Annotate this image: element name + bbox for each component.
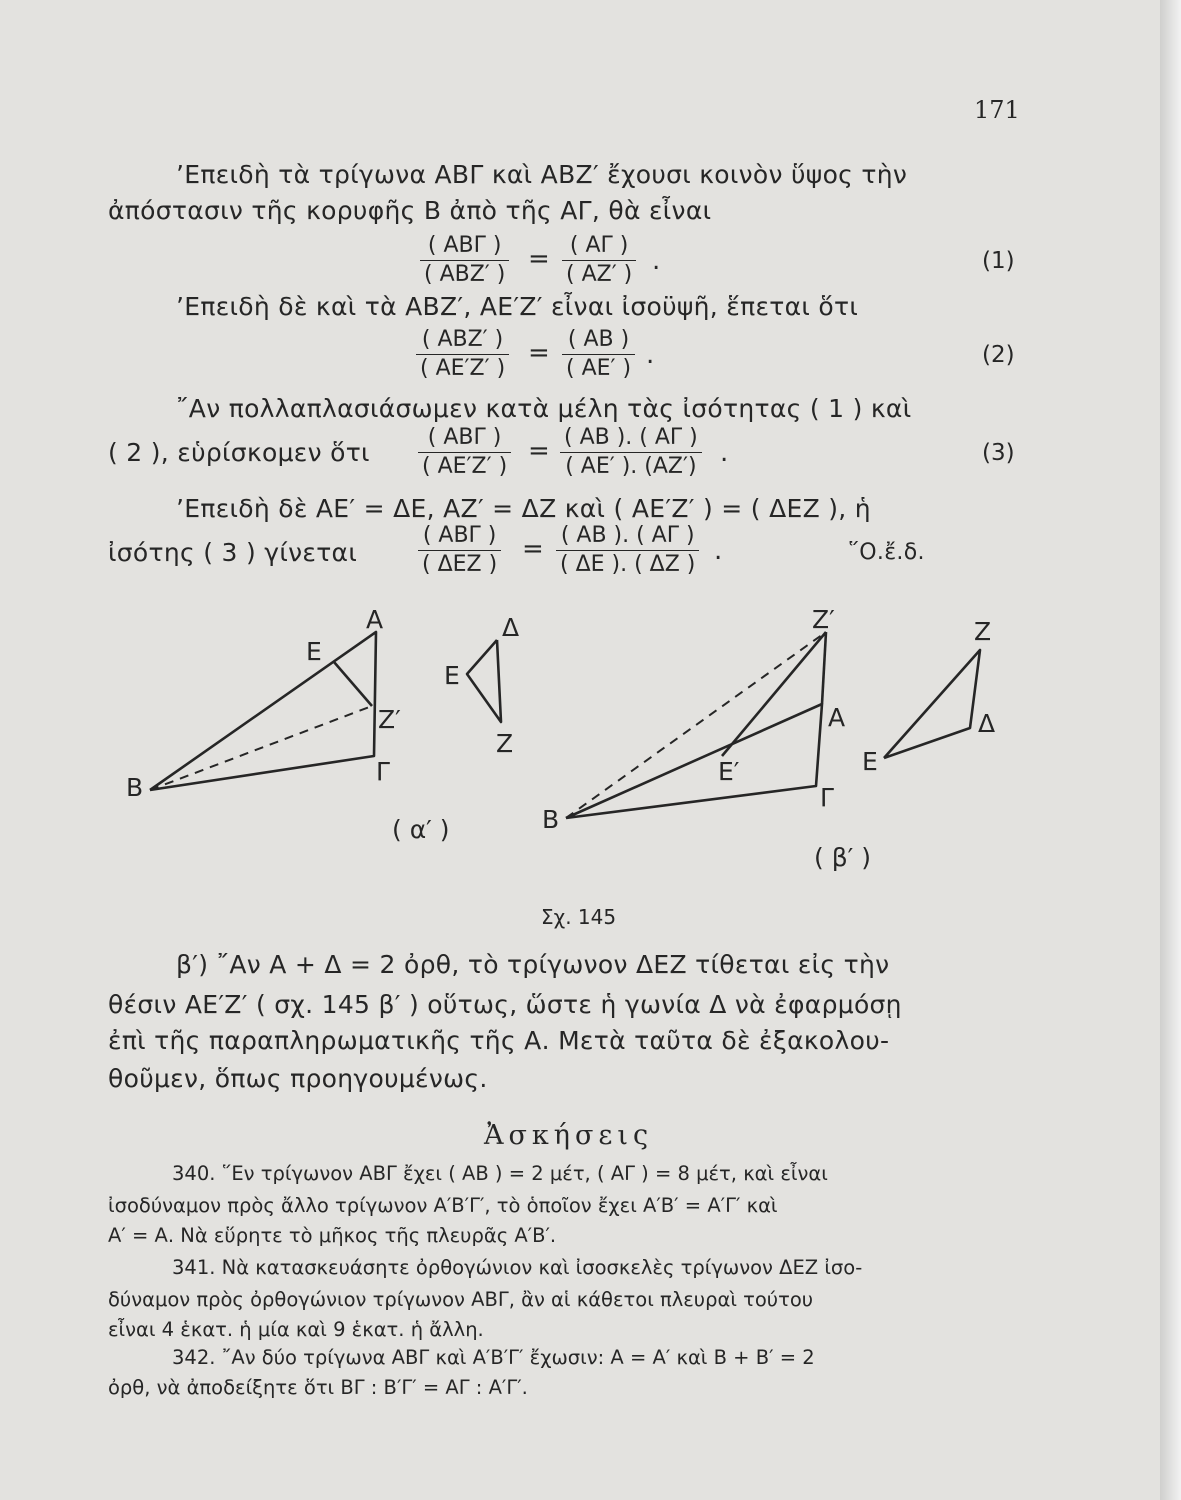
paragraph-line: ( 2 ), εὑρίσκομεν ὅτι xyxy=(108,438,370,467)
numerator: ( ΑΒΓ ) xyxy=(420,232,509,261)
exercise-line: ἰσοδύναμον πρὸς ἄλλο τρίγωνον Α′Β′Γ′, τὸ ὁποῖον ἔχει Α′Β′ = Α′Γ′ καὶ xyxy=(108,1194,778,1217)
paragraph-line: ἰσότης ( 3 ) γίνεται xyxy=(108,538,358,567)
page-number: 171 xyxy=(974,96,1020,124)
label-z-prime: Ζ′ xyxy=(378,705,401,734)
equation-number: (1) xyxy=(982,248,1015,274)
equation-number: (2) xyxy=(982,342,1015,368)
paragraph-line: β′) ῎Αν Α + Δ = 2 ὀρθ, τὸ τρίγωνον ΔΕΖ τίθεται εἰς τὴν xyxy=(176,950,890,979)
numerator: ( ΑΒΓ ) xyxy=(418,424,511,453)
page-edge xyxy=(1160,0,1181,1500)
exercise-line: εἶναι 4 ἑκατ. ἡ μία καὶ 9 ἑκατ. ἡ ἄλλη. xyxy=(108,1318,484,1341)
equals-sign: = xyxy=(528,338,550,368)
exercise-line: 341. Νὰ κατασκευάσητε ὀρθογώνιον καὶ ἰσοσκελὲς τρίγωνον ΔΕΖ ἰσο- xyxy=(172,1256,863,1279)
fraction xyxy=(418,522,501,579)
exercise-line: δύναμον πρὸς ὀρθογώνιον τρίγωνον ΑΒΓ, ἂν αἱ κάθετοι πλευραὶ τούτου xyxy=(108,1288,814,1311)
period: . xyxy=(720,438,729,468)
triangle-dez-b xyxy=(884,650,980,758)
paragraph-line: ἐπὶ τῆς παραπληρωματικῆς τῆς Α. Μετὰ ταῦτα δὲ ἐξακολου- xyxy=(108,1026,890,1055)
segment-az-b xyxy=(822,632,826,704)
exercise-line: 340. ῞Εν τρίγωνον ΑΒΓ ἔχει ( ΑΒ ) = 2 μέτ, ( ΑΓ ) = 8 μέτ, καὶ εἶναι xyxy=(172,1162,828,1185)
part-a-label: ( α′ ) xyxy=(392,815,450,844)
numerator: ( ΑΒ ) xyxy=(562,326,635,355)
fraction xyxy=(562,326,635,383)
fraction xyxy=(418,424,511,481)
period: . xyxy=(714,536,723,566)
label-z: Ζ xyxy=(496,729,514,758)
label-d: Δ xyxy=(502,613,520,642)
equals-sign: = xyxy=(528,436,550,466)
fraction xyxy=(420,232,509,289)
paragraph-line: ’Επειδὴ δὲ καὶ τὰ ΑΒΖ′, ΑΕ′Ζ′ εἶναι ἰσοϋψῆ, ἕπεται ὅτι xyxy=(176,292,859,321)
paragraph-line: ’Επειδὴ δὲ ΑΕ′ = ΔΕ, ΑΖ′ = ΔΖ καὶ ( ΑΕ′Ζ′ ) = ( ΔΕΖ ), ἡ xyxy=(176,494,871,523)
label-e: Ε xyxy=(444,661,460,690)
paragraph-line: θέσιν ΑΕ′Ζ′ ( σχ. 145 β′ ) οὕτως, ὥστε ἡ γωνία Δ νὰ ἐφαρμόσῃ xyxy=(108,990,902,1019)
label-e: Ε xyxy=(862,747,878,776)
dashed-bz-a xyxy=(150,706,372,790)
denominator: ( ΑΕ′ ). (ΑΖ′) xyxy=(565,454,697,479)
fraction xyxy=(562,232,636,289)
triangle-abg-a xyxy=(150,632,376,790)
label-e: Ε xyxy=(306,637,322,666)
period: . xyxy=(646,340,655,370)
denominator: ( ΑΕ′ ) xyxy=(566,356,632,381)
fraction xyxy=(416,326,509,383)
equation-number: (3) xyxy=(982,440,1015,466)
fraction xyxy=(556,522,699,579)
label-d: Δ xyxy=(978,709,996,738)
exercise-line: 342. ῎Αν δύο τρίγωνα ΑΒΓ καὶ Α′Β′Γ′ ἔχωσιν: Α = Α′ καὶ Β + Β′ = 2 xyxy=(172,1346,815,1369)
numerator: ( ΑΒΓ ) xyxy=(418,522,501,551)
denominator: ( ΔΕ ). ( ΔΖ ) xyxy=(560,552,696,577)
segment-ez-b xyxy=(722,632,826,756)
numerator: ( ΑΒ ). ( ΑΓ ) xyxy=(560,424,702,453)
figure-caption: Σχ. 145 xyxy=(541,905,617,929)
label-b: Β xyxy=(126,773,144,802)
triangle-abg-b xyxy=(566,704,822,818)
figure-145 xyxy=(0,590,1160,910)
paragraph-line: ἀπόστασιν τῆς κορυφῆς Β ἀπὸ τῆς ΑΓ, θὰ εἶναι xyxy=(108,196,712,225)
equals-sign: = xyxy=(528,244,550,274)
label-g: Γ xyxy=(376,757,390,786)
numerator: ( ΑΒΖ′ ) xyxy=(416,326,509,355)
qed-mark: ῞Ο.ἔ.δ. xyxy=(848,540,925,565)
triangle-dez-a xyxy=(467,640,501,722)
part-b-label: ( β′ ) xyxy=(814,843,872,872)
label-g: Γ xyxy=(820,783,834,812)
label-z-prime: Ζ′ xyxy=(812,605,835,634)
numerator: ( ΑΒ ). ( ΑΓ ) xyxy=(556,522,699,551)
label-b: Β xyxy=(542,805,560,834)
exercises-heading: Ἀσκήσεις xyxy=(484,1120,654,1151)
paragraph-line: θοῦμεν, ὅπως προηγουμένως. xyxy=(108,1064,488,1093)
denominator: ( ΑΕ′Ζ′ ) xyxy=(422,454,508,479)
paragraph-line: ’Επειδὴ τὰ τρίγωνα ΑΒΓ καὶ ΑΒΖ′ ἔχουσι κοινὸν ὕψος τὴν xyxy=(176,160,908,189)
denominator: ( ΑΕ′Ζ′ ) xyxy=(420,356,506,381)
denominator: ( ΑΒΖ′ ) xyxy=(424,262,506,287)
fraction xyxy=(560,424,702,481)
period: . xyxy=(652,246,661,276)
denominator: ( ΑΖ′ ) xyxy=(566,262,633,287)
paragraph-line: ῎Αν πολλαπλασιάσωμεν κατὰ μέλη τὰς ἰσότητας ( 1 ) καὶ xyxy=(176,394,912,423)
denominator: ( ΔΕΖ ) xyxy=(422,552,498,577)
label-a: Α xyxy=(828,703,846,732)
label-e-prime: Ε′ xyxy=(718,757,740,786)
label-a: Α xyxy=(366,605,384,634)
segment-ez-a xyxy=(334,662,372,706)
exercise-line: Α′ = Α. Νὰ εὕρητε τὸ μῆκος τῆς πλευρᾶς Α′Β′. xyxy=(108,1224,557,1247)
label-z: Ζ xyxy=(974,617,992,646)
numerator: ( ΑΓ ) xyxy=(562,232,636,261)
exercise-line: ὀρθ, νὰ ἀποδείξητε ὅτι ΒΓ : Β′Γ′ = ΑΓ : Α′Γ′. xyxy=(108,1376,528,1399)
equals-sign: = xyxy=(522,534,544,564)
